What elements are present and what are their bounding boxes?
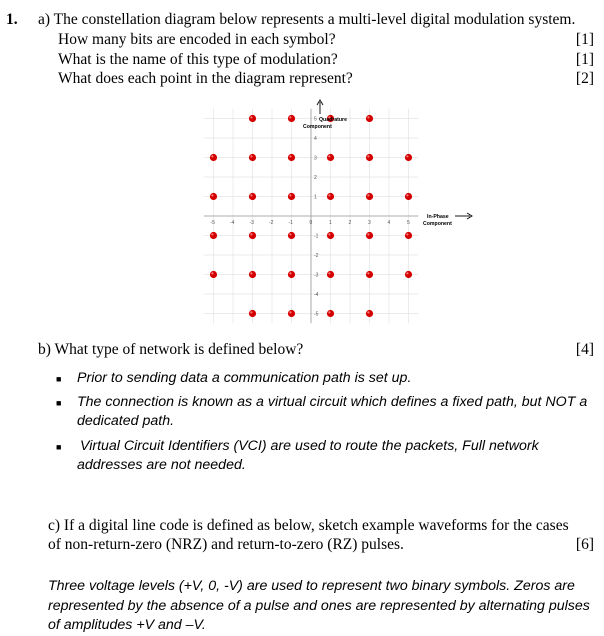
constellation-point <box>288 115 295 122</box>
constellation-point <box>366 232 373 239</box>
part-a-marks-3: [2] <box>575 70 594 87</box>
constellation-point <box>288 310 295 317</box>
x-tick-label: -2 <box>269 220 274 226</box>
constellation-point-highlight <box>289 116 291 118</box>
constellation-point <box>405 154 412 161</box>
constellation-point-highlight <box>250 272 252 274</box>
constellation-point-highlight <box>211 233 213 235</box>
constellation-point <box>288 232 295 239</box>
constellation-point <box>366 271 373 278</box>
constellation-point-highlight <box>367 116 369 118</box>
constellation-point <box>249 193 256 200</box>
part-c-line-1: c) If a digital line code is defined as below, sketch example waveforms for the cases <box>48 517 569 534</box>
constellation-point <box>210 232 217 239</box>
constellation-point <box>210 193 217 200</box>
x-tick-label: -1 <box>288 220 293 226</box>
constellation-point-highlight <box>406 155 408 157</box>
constellation-point <box>366 115 373 122</box>
constellation-point <box>327 310 334 317</box>
x-tick-label: 5 <box>407 220 410 226</box>
bullet-2-line-1: The connection is known as a virtual circuit which defines a fixed path, but NOT a <box>77 394 588 410</box>
bullet-1-line-1: Prior to sending data a communication path is set up. <box>77 370 412 386</box>
constellation-point-highlight <box>289 311 291 313</box>
bullet-1-marker: ■ <box>56 374 62 384</box>
x-tick-label: 2 <box>348 220 352 226</box>
part-c-marks: [6] <box>575 536 594 553</box>
line-code-definition-3: of amplitudes +V and –V. <box>48 617 206 633</box>
constellation-point-highlight <box>406 272 408 274</box>
y-tick-label: 5 <box>314 116 317 123</box>
y-tick-label: 4 <box>314 136 317 142</box>
constellation-point <box>405 271 412 278</box>
x-tick-label: 0 <box>309 220 313 226</box>
constellation-point-highlight <box>406 233 408 235</box>
constellation-point <box>210 154 217 161</box>
constellation-point-highlight <box>211 155 213 157</box>
constellation-point-highlight <box>367 272 369 274</box>
constellation-point <box>249 271 256 278</box>
constellation-point-highlight <box>289 233 291 235</box>
constellation-point-highlight <box>367 194 369 196</box>
y-tick-label: 3 <box>314 155 317 162</box>
x-tick-label: 1 <box>329 220 332 226</box>
part-a-question-3: What does each point in the diagram represent? <box>58 70 353 87</box>
y-axis-label-line-1: Quadrature <box>319 117 347 123</box>
constellation-point-highlight <box>250 155 252 157</box>
bullet-3-marker: ■ <box>56 442 62 452</box>
constellation-point <box>405 232 412 239</box>
x-axis-label-line-1: In-Phase <box>427 214 449 220</box>
constellation-point <box>327 154 334 161</box>
bullet-2-marker: ■ <box>56 398 62 408</box>
constellation-point-highlight <box>328 272 330 274</box>
constellation-point <box>249 232 256 239</box>
y-tick-label: 1 <box>314 194 317 201</box>
constellation-point-highlight <box>250 116 252 118</box>
y-tick-label: -2 <box>314 253 319 259</box>
bullet-3-line-2: addresses are not needed. <box>77 457 246 473</box>
part-a-marks-2: [1] <box>575 51 594 68</box>
constellation-point <box>210 271 217 278</box>
question-number: 1. <box>6 11 18 28</box>
diagram-axes <box>204 100 472 323</box>
y-tick-label: 2 <box>314 175 317 181</box>
constellation-point-highlight <box>250 194 252 196</box>
constellation-point <box>249 154 256 161</box>
line-code-definition-1: Three voltage levels (+V, 0, -V) are used to represent two binary symbols. Zeros are <box>48 578 575 594</box>
constellation-point <box>327 193 334 200</box>
constellation-diagram <box>210 100 482 318</box>
part-b-question: b) What type of network is defined below? <box>38 341 304 358</box>
bullet-2-line-2: dedicated path. <box>77 413 175 429</box>
part-b-marks: [4] <box>575 341 594 358</box>
line-code-definition-2: represented by the absence of a pulse and ones are represented by alternating pulses <box>48 598 590 614</box>
x-tick-label: -5 <box>210 220 215 226</box>
constellation-point <box>366 310 373 317</box>
y-tick-label: -5 <box>314 311 319 318</box>
constellation-point-highlight <box>289 155 291 157</box>
constellation-point-highlight <box>367 233 369 235</box>
constellation-point <box>366 193 373 200</box>
y-tick-label: -1 <box>314 233 319 240</box>
constellation-point-highlight <box>406 194 408 196</box>
constellation-point-highlight <box>367 311 369 313</box>
constellation-point-highlight <box>211 272 213 274</box>
constellation-point <box>327 232 334 239</box>
diagram-tick-labels <box>211 117 411 318</box>
constellation-point <box>366 154 373 161</box>
y-tick-label: -3 <box>314 272 319 279</box>
constellation-point-highlight <box>211 194 213 196</box>
x-axis-label-line-2: Component <box>423 221 452 227</box>
constellation-point-highlight <box>328 155 330 157</box>
constellation-point <box>288 271 295 278</box>
x-tick-label: -4 <box>230 220 235 226</box>
constellation-point <box>288 154 295 161</box>
part-a-marks-1: [1] <box>575 31 594 48</box>
constellation-point <box>249 115 256 122</box>
constellation-point-highlight <box>250 311 252 313</box>
part-a-intro: a) The constellation diagram below represents a multi-level digital modulation system. <box>38 11 576 28</box>
part-c-line-2: of non-return-zero (NRZ) and return-to-zero (RZ) pulses. <box>48 536 404 553</box>
y-axis-label-line-2: Component <box>303 124 332 130</box>
part-a-question-1: How many bits are encoded in each symbol? <box>58 31 336 48</box>
bullet-3-line-1: Virtual Circuit Identifiers (VCI) are used to route the packets, Full network <box>80 438 539 454</box>
part-a-question-2: What is the name of this type of modulation? <box>58 51 338 68</box>
constellation-point <box>327 271 334 278</box>
x-tick-label: 3 <box>368 220 371 226</box>
constellation-point <box>405 193 412 200</box>
constellation-point-highlight <box>328 311 330 313</box>
constellation-point-highlight <box>367 155 369 157</box>
constellation-point-highlight <box>250 233 252 235</box>
constellation-point <box>249 310 256 317</box>
y-tick-label: -4 <box>314 292 319 298</box>
constellation-point-highlight <box>289 194 291 196</box>
constellation-point <box>288 193 295 200</box>
x-tick-label: -3 <box>249 220 254 226</box>
x-tick-label: 4 <box>387 220 391 226</box>
constellation-point-highlight <box>328 233 330 235</box>
constellation-point-highlight <box>289 272 291 274</box>
constellation-point-highlight <box>328 194 330 196</box>
